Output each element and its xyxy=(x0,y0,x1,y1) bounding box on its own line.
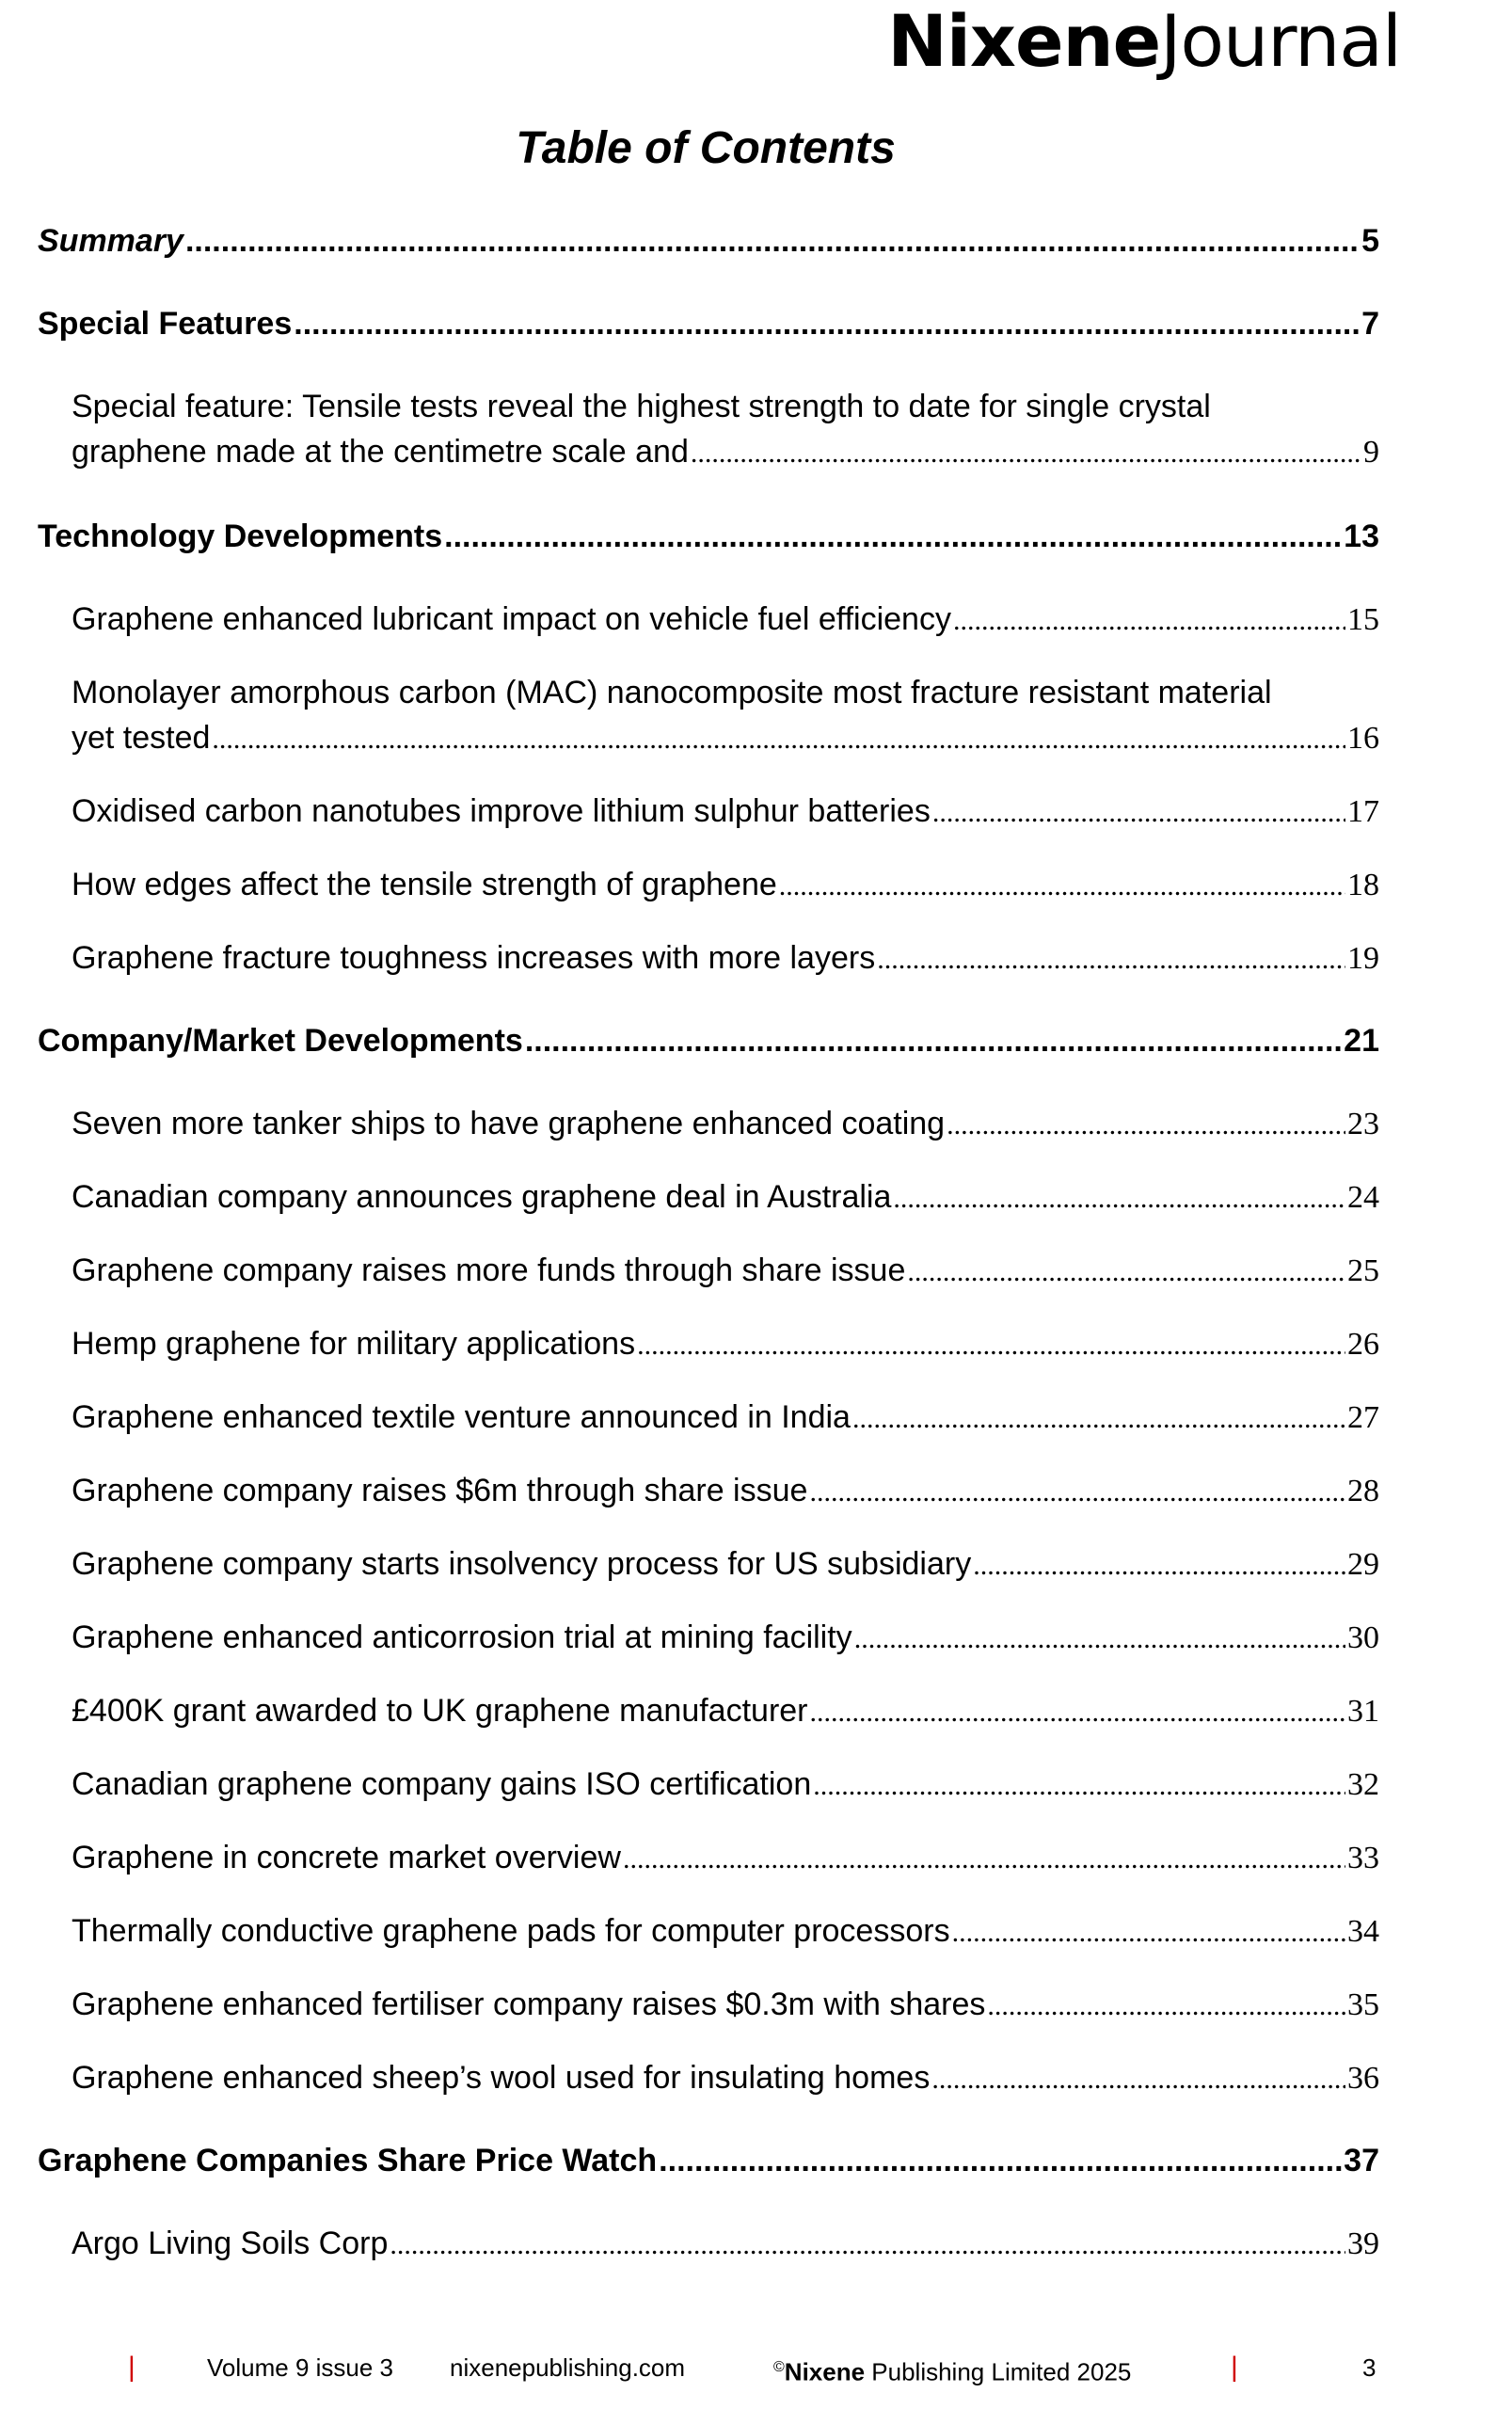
footer-volume: Volume 9 issue 3 xyxy=(207,2353,394,2382)
toc-entry-text: Graphene fracture toughness increases with more layers xyxy=(72,940,876,976)
toc-entry-text: Technology Developments xyxy=(38,518,443,554)
toc-entry-page: 30 xyxy=(1347,1620,1379,1655)
dot-leader xyxy=(294,301,1360,346)
toc-entry-text: Summary xyxy=(38,223,183,259)
toc-entry-text: Graphene in concrete market overview xyxy=(72,1840,621,1875)
toc-entry-page: 39 xyxy=(1347,2226,1379,2261)
dot-leader xyxy=(973,1543,1345,1588)
dot-leader xyxy=(931,2057,1345,2102)
toc-entry-text: Graphene enhanced anticorrosion trial at mining facility xyxy=(72,1619,852,1655)
toc-entry-page: 19 xyxy=(1347,941,1379,976)
page-footer xyxy=(0,2349,1512,2386)
toc-entry-thermal-pads[interactable] xyxy=(72,1908,1379,1955)
toc-entry-text: Graphene enhanced sheep’s wool used for insulating homes xyxy=(72,2060,931,2096)
toc-entry-fracture-toughness[interactable] xyxy=(72,935,1379,982)
footer-website[interactable]: nixenepublishing.com xyxy=(450,2353,686,2382)
toc-entry-page: 23 xyxy=(1347,1107,1379,1141)
toc-entry-page: 7 xyxy=(1361,306,1379,342)
dot-leader xyxy=(691,431,1361,476)
dot-leader xyxy=(779,864,1345,909)
toc-entry-raises-funds[interactable] xyxy=(72,1248,1379,1295)
toc-entry-page: 29 xyxy=(1347,1547,1379,1582)
toc-entry-lubricant[interactable] xyxy=(72,597,1379,644)
dot-leader xyxy=(810,1690,1346,1735)
toc-entry-concrete-market[interactable] xyxy=(72,1835,1379,1882)
toc-entry-text: Graphene enhanced fertiliser company raises $0.3m with shares xyxy=(72,1986,986,2022)
toc-entry-text-line1: Monolayer amorphous carbon (MAC) nanocomposite most fracture resistant material xyxy=(72,675,1272,710)
toc-entry-page: 15 xyxy=(1347,602,1379,637)
dot-leader xyxy=(813,1763,1345,1809)
toc-entry-special-features[interactable] xyxy=(38,301,1379,346)
toc-entry-tanker-ships[interactable] xyxy=(72,1101,1379,1148)
logo-light-text: Journal xyxy=(1160,0,1401,83)
toc-entry-page: 17 xyxy=(1347,794,1379,829)
toc-entry-text-line2: graphene made at the centimetre scale and xyxy=(72,434,689,470)
toc-entry-fertiliser[interactable] xyxy=(72,1982,1379,2029)
dot-leader xyxy=(952,1910,1345,1955)
toc-entry-text-line2: yet tested xyxy=(72,720,211,756)
toc-entry-text: Company/Market Developments xyxy=(38,1023,523,1059)
toc-entry-page: 24 xyxy=(1347,1180,1379,1215)
dot-leader xyxy=(212,717,1345,762)
dot-leader xyxy=(623,1837,1345,1882)
toc-entry-share-price-watch[interactable] xyxy=(38,2138,1379,2183)
dot-leader xyxy=(659,2138,1342,2183)
toc-entry-summary[interactable] xyxy=(38,218,1379,263)
logo-bold-text: Nixene xyxy=(887,0,1161,83)
toc-entry-page: 35 xyxy=(1347,1987,1379,2022)
toc-entry-page: 34 xyxy=(1347,1914,1379,1949)
dot-leader xyxy=(932,790,1345,836)
toc-entry-text: Argo Living Soils Corp xyxy=(72,2226,389,2261)
toc-entry-page: 33 xyxy=(1347,1841,1379,1875)
toc-entry-page: 9 xyxy=(1363,435,1379,470)
toc-entry-text: Canadian company announces graphene deal in Australia xyxy=(72,1179,892,1215)
dot-leader xyxy=(525,1018,1342,1063)
footer-publisher-bold: Nixene xyxy=(784,2357,866,2386)
toc-entry-anticorrosion[interactable] xyxy=(72,1615,1379,1662)
dot-leader xyxy=(893,1176,1345,1221)
toc-entry-page: 13 xyxy=(1344,518,1379,554)
toc-entry-page: 25 xyxy=(1347,1253,1379,1288)
dot-leader xyxy=(852,1396,1345,1442)
dot-leader xyxy=(854,1617,1345,1662)
toc-entry-text: Thermally conductive graphene pads for computer processors xyxy=(72,1913,950,1949)
toc-entry-canadian-deal-australia[interactable] xyxy=(72,1174,1379,1221)
toc-entry-page: 28 xyxy=(1347,1474,1379,1508)
toc-entry-page: 27 xyxy=(1347,1400,1379,1435)
dot-leader xyxy=(907,1250,1345,1295)
toc-entry-edges-tensile[interactable] xyxy=(72,862,1379,909)
toc-entry-insolvency[interactable] xyxy=(72,1541,1379,1588)
toc-entry-argo-living-soils[interactable] xyxy=(72,2221,1379,2268)
toc-entry-text: Graphene Companies Share Price Watch xyxy=(38,2143,658,2178)
toc-entry-text: Oxidised carbon nanotubes improve lithium sulphur batteries xyxy=(72,793,931,829)
toc-entry-text: Graphene company raises $6m through share issue xyxy=(72,1473,808,1508)
toc-entry-company-market-developments[interactable] xyxy=(38,1018,1379,1063)
toc-entry-text: Seven more tanker ships to have graphene enhanced coating xyxy=(72,1106,946,1141)
footer-copyright xyxy=(773,2349,1131,2391)
toc-entry-oxidised-nanotubes[interactable] xyxy=(72,789,1379,836)
dot-leader xyxy=(444,514,1342,559)
toc-entry-hemp-graphene[interactable] xyxy=(72,1321,1379,1368)
toc-entry-text: Graphene company raises more funds through share issue xyxy=(72,1252,906,1288)
footer-separator-left: | xyxy=(128,2352,135,2383)
toc-entry-text: Graphene company starts insolvency process for US subsidiary xyxy=(72,1546,972,1582)
toc-entry-page: 18 xyxy=(1347,868,1379,902)
toc-entry-text: Graphene enhanced textile venture announced in India xyxy=(72,1399,851,1435)
toc-entry-grant-uk[interactable] xyxy=(72,1688,1379,1735)
toc-entry-page: 31 xyxy=(1347,1694,1379,1729)
toc-entry-text-line1: Special feature: Tensile tests reveal the highest strength to date for single crystal xyxy=(72,389,1211,424)
toc-entry-page: 26 xyxy=(1347,1327,1379,1362)
toc-entry-page: 32 xyxy=(1347,1767,1379,1802)
toc-entry-special-feature-tensile[interactable] xyxy=(72,384,1379,476)
toc-entry-text: Canadian graphene company gains ISO certification xyxy=(72,1766,812,1802)
dot-leader xyxy=(987,1984,1345,2029)
dot-leader xyxy=(877,937,1345,982)
toc-entry-page: 36 xyxy=(1347,2061,1379,2096)
toc-entry-page: 37 xyxy=(1344,2143,1379,2178)
dot-leader xyxy=(390,2223,1345,2268)
dot-leader xyxy=(185,218,1360,263)
dot-leader xyxy=(953,598,1345,644)
footer-separator-right: | xyxy=(1231,2352,1238,2383)
toc-entry-text: How edges affect the tensile strength of graphene xyxy=(72,867,777,902)
toc-entry-sheeps-wool[interactable] xyxy=(72,2055,1379,2102)
dot-leader xyxy=(809,1470,1345,1515)
toc-entry-text: Hemp graphene for military applications xyxy=(72,1326,636,1362)
footer-page-number: 3 xyxy=(1362,2353,1377,2382)
toc-entry-text: Special Features xyxy=(38,306,293,342)
toc-entry-textile-india[interactable] xyxy=(72,1395,1379,1442)
dot-leader xyxy=(637,1323,1345,1368)
toc-entry-page: 21 xyxy=(1344,1023,1379,1059)
toc-entry-iso-certification[interactable] xyxy=(72,1762,1379,1809)
copyright-symbol: © xyxy=(773,2359,785,2375)
toc-entry-text: Graphene enhanced lubricant impact on vehicle fuel efficiency xyxy=(72,601,951,637)
toc-title: Table of Contents xyxy=(516,123,896,173)
toc-entry-technology-developments[interactable] xyxy=(38,514,1379,559)
footer-publisher-rest: Publishing Limited 2025 xyxy=(865,2357,1132,2386)
toc-entry-raises-6m[interactable] xyxy=(72,1468,1379,1515)
toc-entry-page: 16 xyxy=(1347,721,1379,756)
toc-entry-monolayer-amorphous-carbon[interactable] xyxy=(72,670,1379,762)
dot-leader xyxy=(947,1103,1345,1148)
toc-entry-text: £400K grant awarded to UK graphene manufacturer xyxy=(72,1693,808,1729)
toc-entry-page: 5 xyxy=(1361,223,1379,259)
